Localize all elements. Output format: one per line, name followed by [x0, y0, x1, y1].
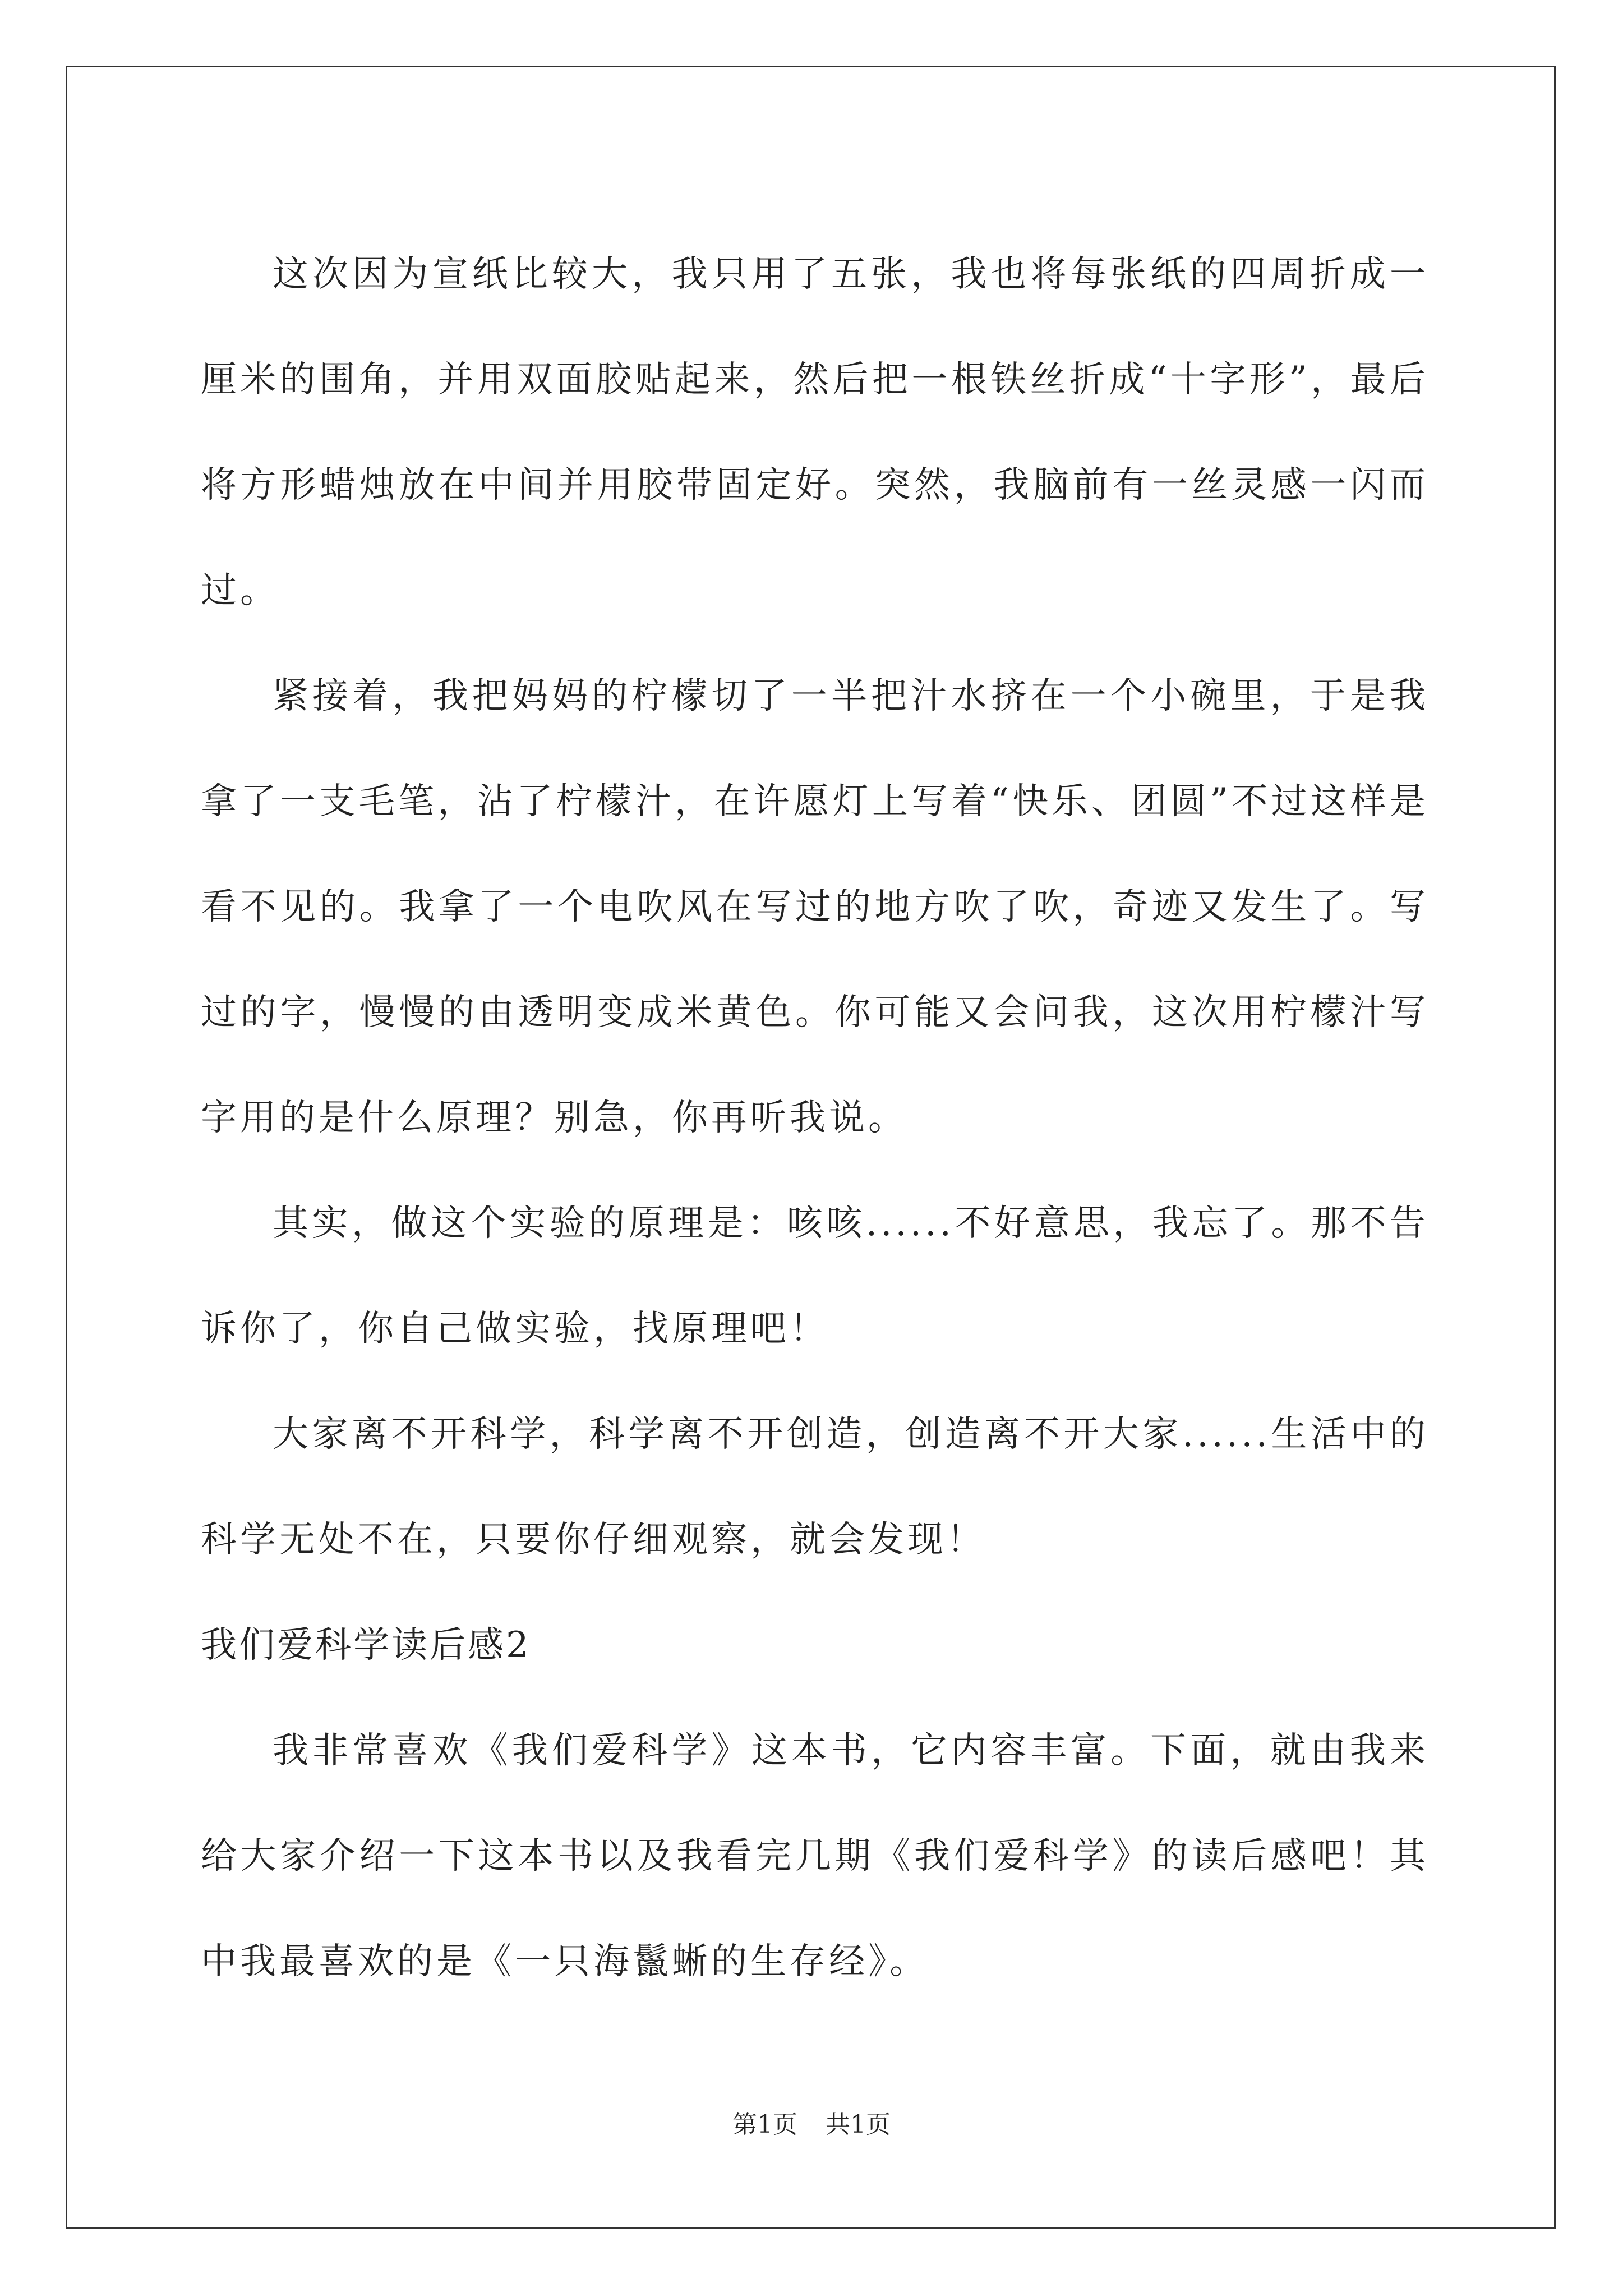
page-footer — [0, 2108, 1623, 2142]
paragraph: 这次因为宣纸比较大，我只用了五张，我也将每张纸的四周折成一厘米的围角，并用双面胶贴起来，然后把一根铁丝折成“十字形”，最后将方形蜡烛放在中间并用胶带固定好。突然，我脑前有一丝灵感一闪而过。 — [201, 254, 1429, 611]
paragraph: 我非常喜欢《我们爱科学》这本书，它内容丰富。下面，就由我来给大家介绍一下这本书以及我看完几期《我们爱科学》的读后感吧！其中我最喜欢的是《一只海鬣蜥的生存经》。 — [201, 1730, 1429, 1982]
paragraph: 紧接着，我把妈妈的柠檬切了一半把汁水挤在一个小碗里，于是我拿了一支毛笔，沾了柠檬汁，在许愿灯上写着“快乐、团圆”不过这样是看不见的。我拿了一个电吹风在写过的地方吹了吹，奇迹又发生了。写过的字，慢慢的由透明变成米黄色。你可能又会问我，这次用柠檬汁写字用的是什么原理？别急，你再听我说。 — [201, 675, 1429, 1139]
page-number: 第1页 — [732, 2110, 797, 2139]
section-heading: 我们爱科学读后感2 — [201, 1625, 531, 1666]
paragraph: 其实，做这个实验的原理是：咳咳......不好意思，我忘了。那不告诉你了，你自己做实验，找原理吧！ — [201, 1203, 1429, 1350]
document-body — [201, 222, 1429, 2014]
page-total: 共1页 — [826, 2110, 891, 2139]
paragraph: 大家离不开科学，科学离不开创造，创造离不开大家......生活中的科学无处不在，只要你仔细观察，就会发现！ — [201, 1414, 1429, 1561]
